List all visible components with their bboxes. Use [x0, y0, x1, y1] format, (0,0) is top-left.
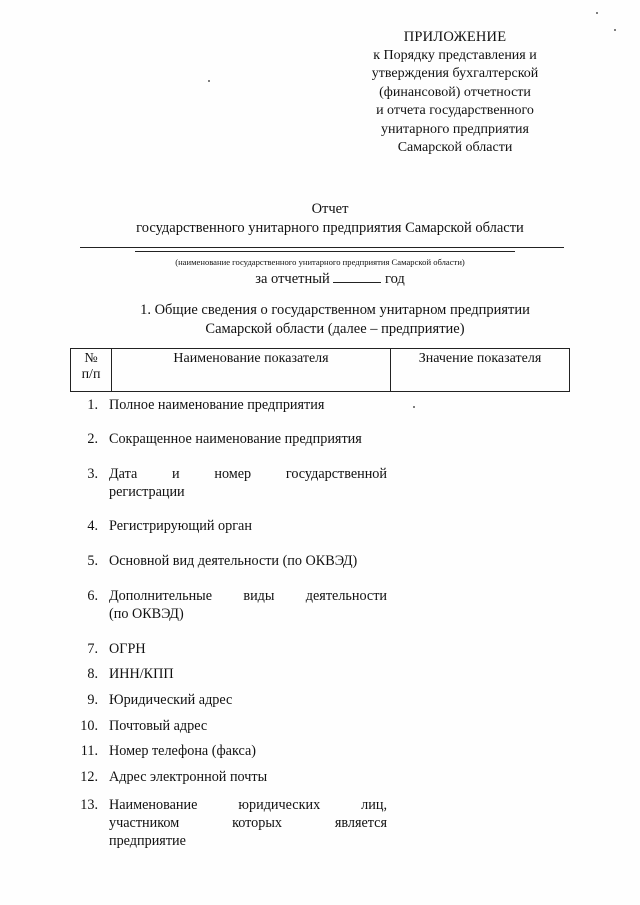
row-label: Регистрирующий орган — [109, 518, 252, 534]
appendix-line: унитарного предприятия — [381, 121, 529, 137]
row-label: Дополнительные виды деятельности — [109, 588, 387, 604]
appendix-line: к Порядку представления и — [373, 47, 537, 63]
row-label-cont: участником которых является — [109, 815, 387, 831]
scan-speck — [208, 80, 210, 82]
row-number: 6. — [87, 588, 98, 604]
col-name-header: Наименование показателя — [112, 349, 391, 392]
row-label: Основной вид деятельности (по ОКВЭД) — [109, 553, 358, 569]
row-label: ОГРН — [109, 641, 146, 657]
row-label-cont: (по ОКВЭД) — [109, 606, 184, 622]
row-number: 11. — [80, 743, 98, 759]
report-title: Отчет — [311, 201, 349, 217]
year-blank — [333, 268, 381, 283]
row-number: 2. — [87, 431, 98, 447]
scan-speck — [413, 406, 415, 408]
row-label: Наименование юридических лиц, — [109, 797, 387, 813]
indicators-table-header — [70, 348, 570, 392]
row-label: Адрес электронной почты — [109, 769, 268, 785]
row-number: 7. — [87, 641, 98, 657]
row-number: 4. — [87, 518, 98, 534]
row-label-cont: предприятие — [109, 833, 186, 849]
col-number-header: № п/п — [71, 349, 112, 392]
row-number: 8. — [87, 666, 98, 682]
report-subtitle: государственного унитарного предприятия Самарской области — [136, 220, 524, 236]
row-number: 9. — [87, 692, 98, 708]
appendix-line: (финансовой) отчетности — [379, 84, 531, 100]
row-label: Юридический адрес — [109, 692, 233, 708]
row-label: Почтовый адрес — [109, 718, 208, 734]
row-label: Сокращенное наименование предприятия — [109, 431, 362, 447]
name-underline-second — [135, 251, 515, 252]
appendix-line: Самарской области — [397, 140, 513, 155]
row-number: 10. — [80, 718, 98, 734]
period-label: за отчетный — [255, 271, 330, 287]
appendix-block — [350, 28, 560, 158]
section-heading: 1. Общие сведения о государственном унитарном предприятии — [140, 302, 530, 318]
appendix-line: утверждения бухгалтерской — [371, 66, 539, 81]
row-number: 3. — [87, 466, 98, 482]
row-label: Дата и номер государственной — [109, 466, 387, 482]
appendix-line: и отчета государственного — [376, 103, 534, 118]
name-underline — [80, 247, 564, 248]
row-label: Номер телефона (факса) — [109, 743, 257, 759]
row-number: 1. — [87, 397, 98, 413]
name-caption: (наименование государственного унитарного предприятия Самарской области) — [175, 257, 465, 267]
row-number: 5. — [87, 553, 98, 569]
col-value-header: Значение показателя — [391, 349, 570, 392]
row-label: Полное наименование предприятия — [109, 397, 325, 413]
row-number: 12. — [80, 769, 98, 785]
reporting-period — [60, 268, 600, 288]
scan-speck — [614, 29, 616, 31]
period-year-label: год — [384, 271, 405, 287]
scan-speck — [596, 12, 598, 14]
row-label: ИНН/КПП — [109, 666, 174, 682]
section-heading-cont: Самарской области (далее – предприятие) — [205, 321, 465, 337]
appendix-heading: ПРИЛОЖЕНИЕ — [403, 29, 507, 45]
row-label-cont: регистрации — [109, 484, 185, 500]
row-number: 13. — [80, 797, 98, 813]
